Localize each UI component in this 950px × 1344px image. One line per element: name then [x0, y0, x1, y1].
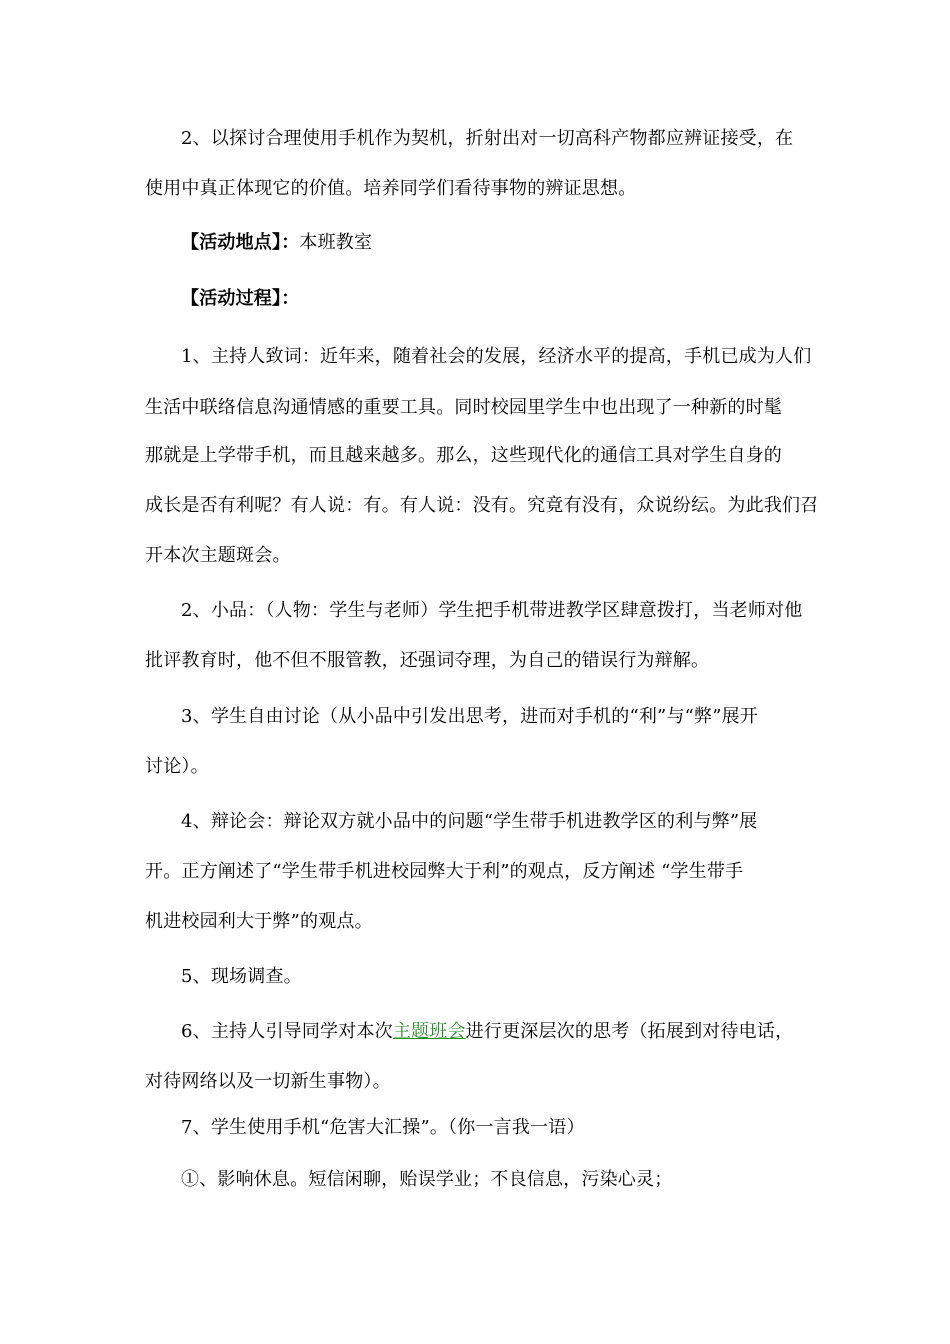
item-6-line-1	[181, 1020, 810, 1044]
item-4-line-3: 机进校园利大于弊”的观点。	[145, 911, 373, 932]
location-value: 本班教室	[299, 232, 373, 253]
item-5-line-1: 5、现场调查。	[181, 966, 302, 987]
location-label: 【活动地点】：	[181, 232, 300, 253]
item-1-line-3: 那就是上学带手机，而且越来越多。那么，这些现代化的通信工具对学生自身的	[145, 445, 782, 466]
item-6-text-after-link: 进行更深层次的思考（拓展到对待电话，	[465, 1021, 794, 1042]
location-paragraph	[181, 231, 810, 255]
item-3-line-1: 3、学生自由讨论（从小品中引发出思考，进而对手机的“利”与“弊”展开	[181, 706, 759, 727]
item-1-line-2: 生活中联络信息沟通情感的重要工具。同时校园里学生中也出现了一种新的时髦	[145, 397, 782, 418]
item-1-line-4: 成长是否有利呢？有人说：有。有人说：没有。究竟有没有，众说纷纭。为此我们召	[145, 495, 819, 516]
item-3-line-2: 讨论）。	[145, 756, 209, 777]
item-6-text-before-link: 6、主持人引导同学对本次	[181, 1021, 393, 1042]
item-6-line-2: 对待网络以及一切新生事物）。	[145, 1071, 391, 1092]
item-7-line-1: 7、学生使用手机“危害大汇操”。（你一言我一语）	[181, 1117, 585, 1138]
sub-item-1-line-1: ①、影响休息。短信闲聊，贻误学业；不良信息，污染心灵；	[181, 1169, 673, 1190]
process-heading: 【活动过程】：	[181, 288, 300, 309]
item-2-line-2: 批评教育时，他不但不服管教，还强词夺理，为自己的错误行为辩解。	[145, 650, 710, 671]
item-2-line-1: 2、小品：（人物：学生与老师）学生把手机带进教学区肆意拨打，当老师对他	[181, 600, 803, 621]
item-1-line-1: 1、主持人致词：近年来，随着社会的发展，经济水平的提高，手机已成为人们	[181, 346, 812, 367]
goal-2-line-1: 2、以探讨合理使用手机作为契机，折射出对一切高科产物都应辨证接受，在	[181, 128, 794, 149]
theme-class-meeting-link[interactable]: 主题班会	[392, 1021, 466, 1042]
item-1-line-5: 开本次主题斑会。	[145, 545, 291, 566]
item-4-line-2: 开。正方阐述了“学生带手机进校园弊大于利”的观点，反方阐述 “学生带手	[145, 861, 744, 882]
item-4-line-1: 4、辩论会：辩论双方就小品中的问题“学生带手机进教学区的利与弊”展	[181, 811, 758, 832]
goal-2-line-2: 使用中真正体现它的价值。培养同学们看待事物的辨证思想。	[145, 178, 637, 199]
